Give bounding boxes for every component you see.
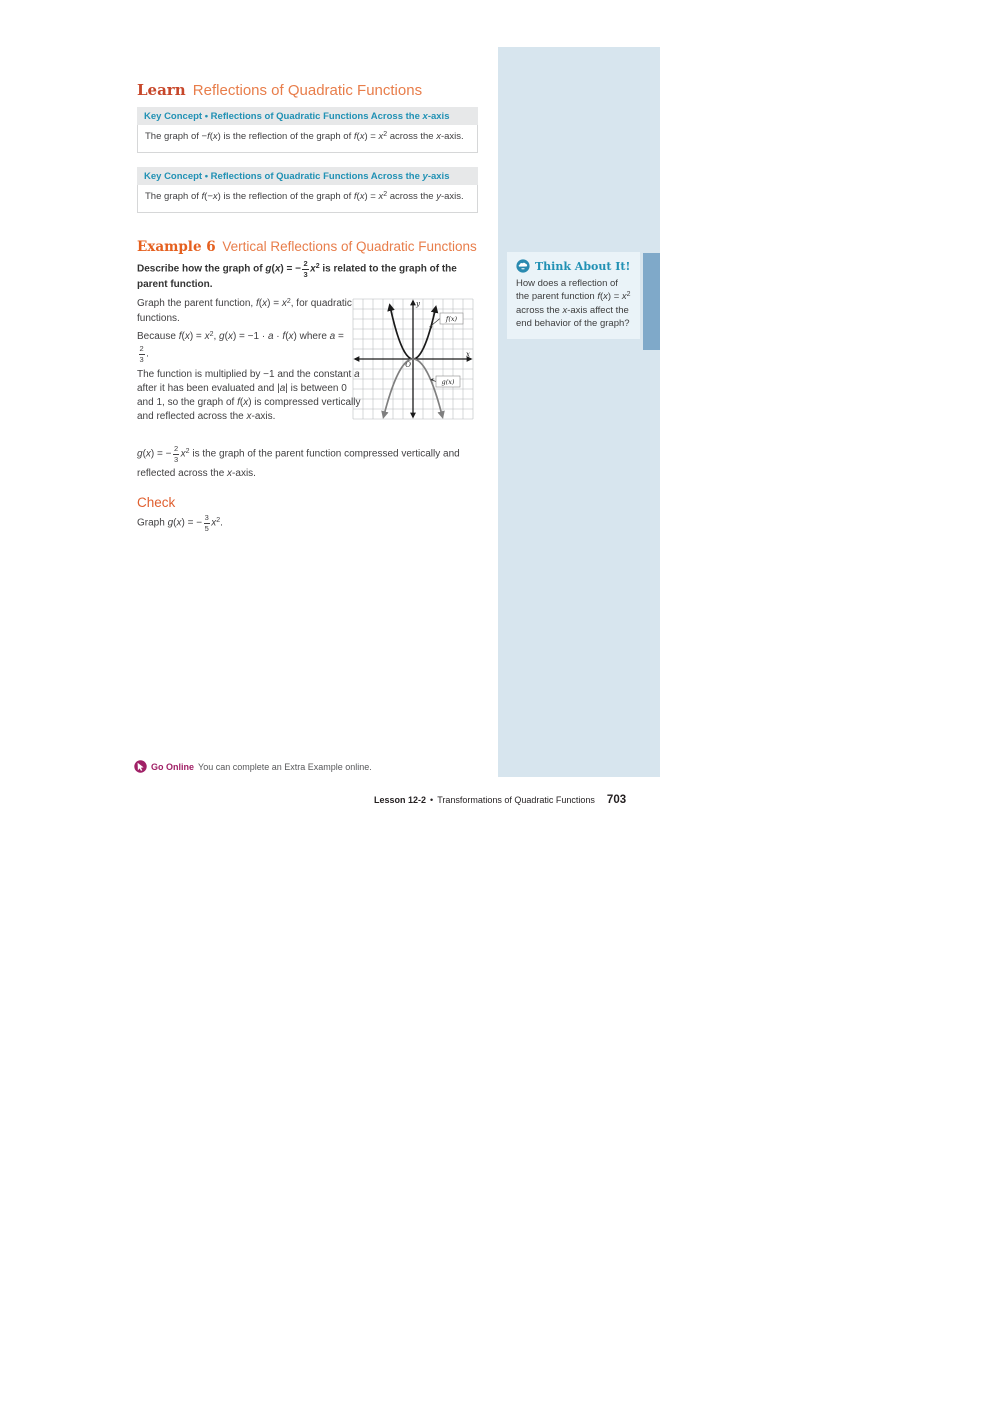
example-title: Vertical Reflections of Quadratic Functions xyxy=(222,239,477,254)
sidebar-accent-bar xyxy=(643,253,660,350)
example-paragraph-1: Graph the parent function, $f(x) = x^2$, for quadratic functions. xyxy=(137,297,352,324)
think-about-it-question: How does a reflection of the parent function $f(x) = x^2$ across the x-axis affect the end behavior of the graph? xyxy=(516,278,631,329)
function-graph xyxy=(352,296,474,423)
go-online-label[interactable]: Go Online xyxy=(151,761,195,772)
footer-lesson-number: Lesson 12-2 xyxy=(374,795,427,805)
think-about-it-title: Think About It! xyxy=(535,259,631,273)
go-online-text: You can complete an Extra Example online. xyxy=(198,761,372,772)
example-paragraph-3: The function is multiplied by −1 and the constant a after it has been evaluated and |a| is between 0 and 1, so the graph of f(x) is compressed vertically and reflected across the x-axis. xyxy=(137,369,361,422)
go-online-row xyxy=(134,760,372,773)
learn-title: Reflections of Quadratic Functions xyxy=(192,82,423,99)
go-online-icon xyxy=(134,760,147,773)
svg-text:x: x xyxy=(466,350,470,359)
footer-separator: • xyxy=(430,795,434,805)
key-concept-box-y-axis xyxy=(137,167,478,213)
example-paragraph-2: Because $f(x) = x^2$, g(x) = −1 · a · f(x) where a = $\frac{2}{3}$ . xyxy=(137,330,344,364)
svg-text:O: O xyxy=(405,361,411,369)
example-conclusion: g(x) = − $\frac{2}{3}$ $x^2$ is the graph of the parent function compressed vertically and reflected across the x-axis. xyxy=(137,444,460,479)
key-concept-box-x-axis xyxy=(137,107,478,153)
check-heading: Check xyxy=(137,495,176,510)
go-online-link[interactable] xyxy=(151,762,194,772)
think-about-it-header xyxy=(516,259,631,273)
key-concept-body: The graph of f(−x) is the reflection of the graph of $f(x) = x^2$ across the y-axis. xyxy=(137,185,478,213)
sidebar-panel xyxy=(498,47,660,777)
footer-chapter-title: Transformations of Quadratic Functions xyxy=(437,795,595,805)
curve-labels xyxy=(430,313,464,387)
key-concept-header: Key Concept • Reflections of Quadratic Functions Across the x-axis xyxy=(137,107,478,125)
key-concept-header: Key Concept • Reflections of Quadratic Functions Across the y-axis xyxy=(137,167,478,185)
check-prompt: Graph g(x) = − $\frac{3}{5}$ $x^2$. xyxy=(137,513,223,533)
example-prompt: Describe how the graph of g(x) = − $\frac{2}{3}$ $x^2$ is related to the graph of the parent function. xyxy=(137,259,457,290)
svg-text:f(x): f(x) xyxy=(445,315,458,323)
svg-text:g(x): g(x) xyxy=(441,378,455,386)
footer-page-number: 703 xyxy=(606,794,627,806)
example-heading xyxy=(137,239,477,255)
key-concept-body: The graph of −f(x) is the reflection of the graph of $f(x) = x^2$ across the x-axis. xyxy=(137,125,478,153)
example-label: Example 6 xyxy=(137,239,216,255)
think-about-it-box xyxy=(507,252,640,339)
svg-text:y: y xyxy=(416,300,420,308)
learn-label: Learn xyxy=(137,81,186,99)
page-footer xyxy=(374,794,626,806)
function-graph-figure xyxy=(352,296,474,423)
learn-heading xyxy=(137,81,422,99)
think-about-it-icon xyxy=(516,259,530,273)
